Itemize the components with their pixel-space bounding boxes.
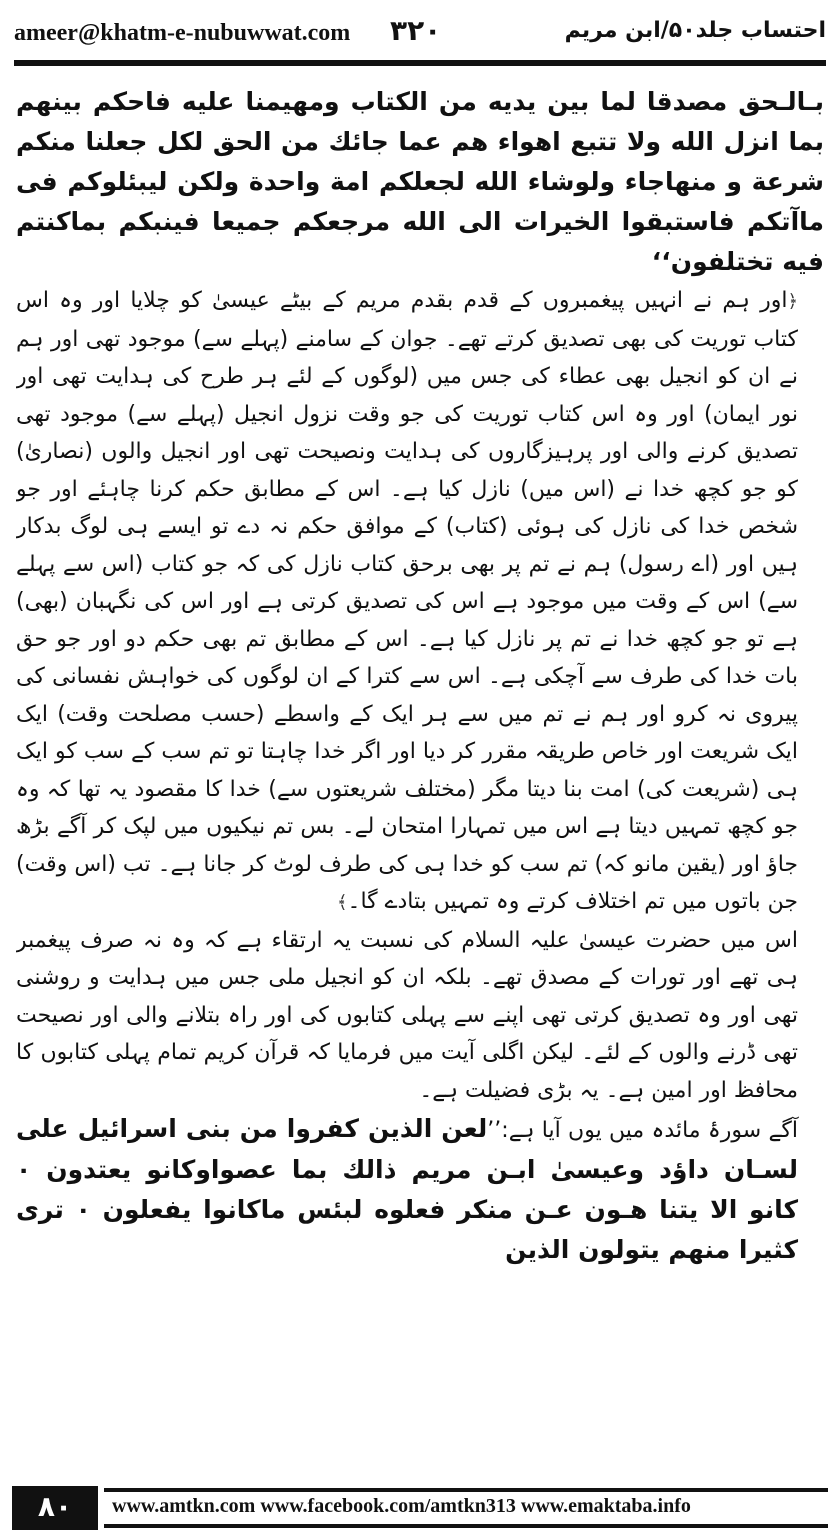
urdu-translation: اور ہم نے انہیں پیغمبروں کے قدم بقدم مریم کے بیٹے عیسیٰ کو چلایا اور وہ اس کتاب توریت کی بھی تصدیق کرتے تھے۔ جوان کے سامنے (پہلے سے) موجود تھی اور ہم نے ان کو انجیل بھی عطاء کی جس میں (لوگوں کے لئے ہر طرح کی ہدایت تھی اور نور ایمان) اور وہ اس کتاب توریت کی جو وقت نزول انجیل (پہلے سے) موجود تھی تصدیق کرنے والی اور پرہیزگاروں کی ہدایت ونصیحت تھی اور انجیل والوں (نصاریٰ) کو جو کچھ خدا نے (اس میں) نازل کیا ہے۔ اس کے مطابق حکم کرنا چاہئے اور جو شخص خدا کی نازل کی ہوئی (کتاب) کے موافق حکم نہ دے تو ایسے ہی لوگ بدکار ہیں اور (اے رسول) ہم نے تم پر بھی برحق کتاب نازل کی کہ جو کتاب (اس سے پہلے سے) اس کے وقت میں موجود ہے اس کی تصدیق کرتی ہے اور اس کی نگہبان (بھی) ہے تو جو کچھ خدا نے تم پر نازل کیا ہے۔ اس کے مطابق تم بھی حکم دو اور جو حق بات خدا کی طرف سے آچکی ہے۔ اس سے کترا کے ان لوگوں کی خواہش نفسانی کی پیروی نہ کرو اور ہم نے تم میں سے ہر ایک کے واسطے (حسب مصلحت وقت) ایک ایک شریعت اور خاص طریقہ مقرر کر دیا اور اگر خدا چاہتا تو تم سب کے سب کو ایک ہی (شریعت کی) امت بنا دیتا مگر (مختلف شریعتوں سے) خدا کا مقصود یہ تھا کہ وہ جو کچھ تمہیں دیتا ہے اس میں تمہارا امتحان لے۔ بس تم نیکیوں میں لپک کر آگے بڑھ جاؤ اور (یقین مانو کہ) تم سب کو خدا ہی کی طرف لوٹ کر جانا ہے۔ تب (اس وقت) جن باتوں میں تم اختلاف کرتے وہ تمہیں بتادے گا۔ bbox=[16, 288, 798, 914]
header-title: احتساب جلد۵۰/ابن مریم bbox=[564, 18, 826, 43]
footer-page-number: ۸۰ bbox=[12, 1486, 98, 1530]
urdu-translation-paragraph bbox=[16, 282, 824, 922]
page-footer bbox=[12, 1486, 828, 1532]
commentary: اس میں حضرت عیسیٰ علیہ السلام کی نسبت یہ ارتقاء ہے کہ وہ نہ صرف پیغمبر ہی تھے اور تورات کے مصدق تھے۔ بلکہ ان کو انجیل ملی جس میں ہدایت و روشنی تھی اور وہ تصدیق کرتی تھی اپنے سے پہلی کتابوں کی اور راہ بتلانے والی اور نصیحت تھی ڈرنے والوں کے لئے۔ لیکن اگلی آیت میں فرمایا کہ قرآن کریم تمام پہلی کتابوں کا محافظ اور امین ہے۔ یہ بڑی فضیلت ہے۔ bbox=[16, 927, 798, 1103]
footer-link-bar bbox=[104, 1488, 828, 1528]
page-content bbox=[16, 82, 824, 1460]
header-email: ameer@khatm-e-nubuwwat.com bbox=[14, 20, 351, 46]
intro-next-verse: آگے سورۂ مائدہ میں یوں آیا ہے:’’ bbox=[487, 1118, 799, 1143]
ornament-close: ﴾ bbox=[337, 892, 348, 913]
arabic-quote-2: لعن الذين كفروا من بنى اسرائيل على لسـان داؤد وعيسىٰ ابـن مريم ذالك بما عصواوكانو يعتدون ۰ كانو الا يتنا هـون عـن منكر فعلوه لبئس ماكانوا يفعلون ۰ ترى كثيرا منهم يتولون الذين bbox=[16, 1114, 799, 1264]
header-page-number: ۳۲۰ bbox=[390, 14, 442, 47]
footer-links: www.amtkn.com www.facebook.com/amtkn313 www.emaktaba.info bbox=[112, 1495, 691, 1517]
closing-paragraph bbox=[16, 1109, 824, 1270]
page-header bbox=[14, 8, 826, 58]
header-rule bbox=[14, 60, 826, 66]
ornament-open: ﴿ bbox=[787, 291, 798, 312]
arabic-quote-1: بـالـحق مصدقا لما بين يديه من الكتاب ومهيمنا عليه فاحكم بينهم بما انزل الله ولا تتبع اهواء هم عما جائك من الحق لكل جعلنا منكم شرعة و منهاجاء ولوشاء الله لجعلكم امة واحدة ولكن ليبئلوكم فى ماآتكم فاستبقوا الخيرات الى الله مرجعكم جميعا فينبكم بماكنتم فيه تختلفون‘‘ bbox=[16, 87, 824, 276]
